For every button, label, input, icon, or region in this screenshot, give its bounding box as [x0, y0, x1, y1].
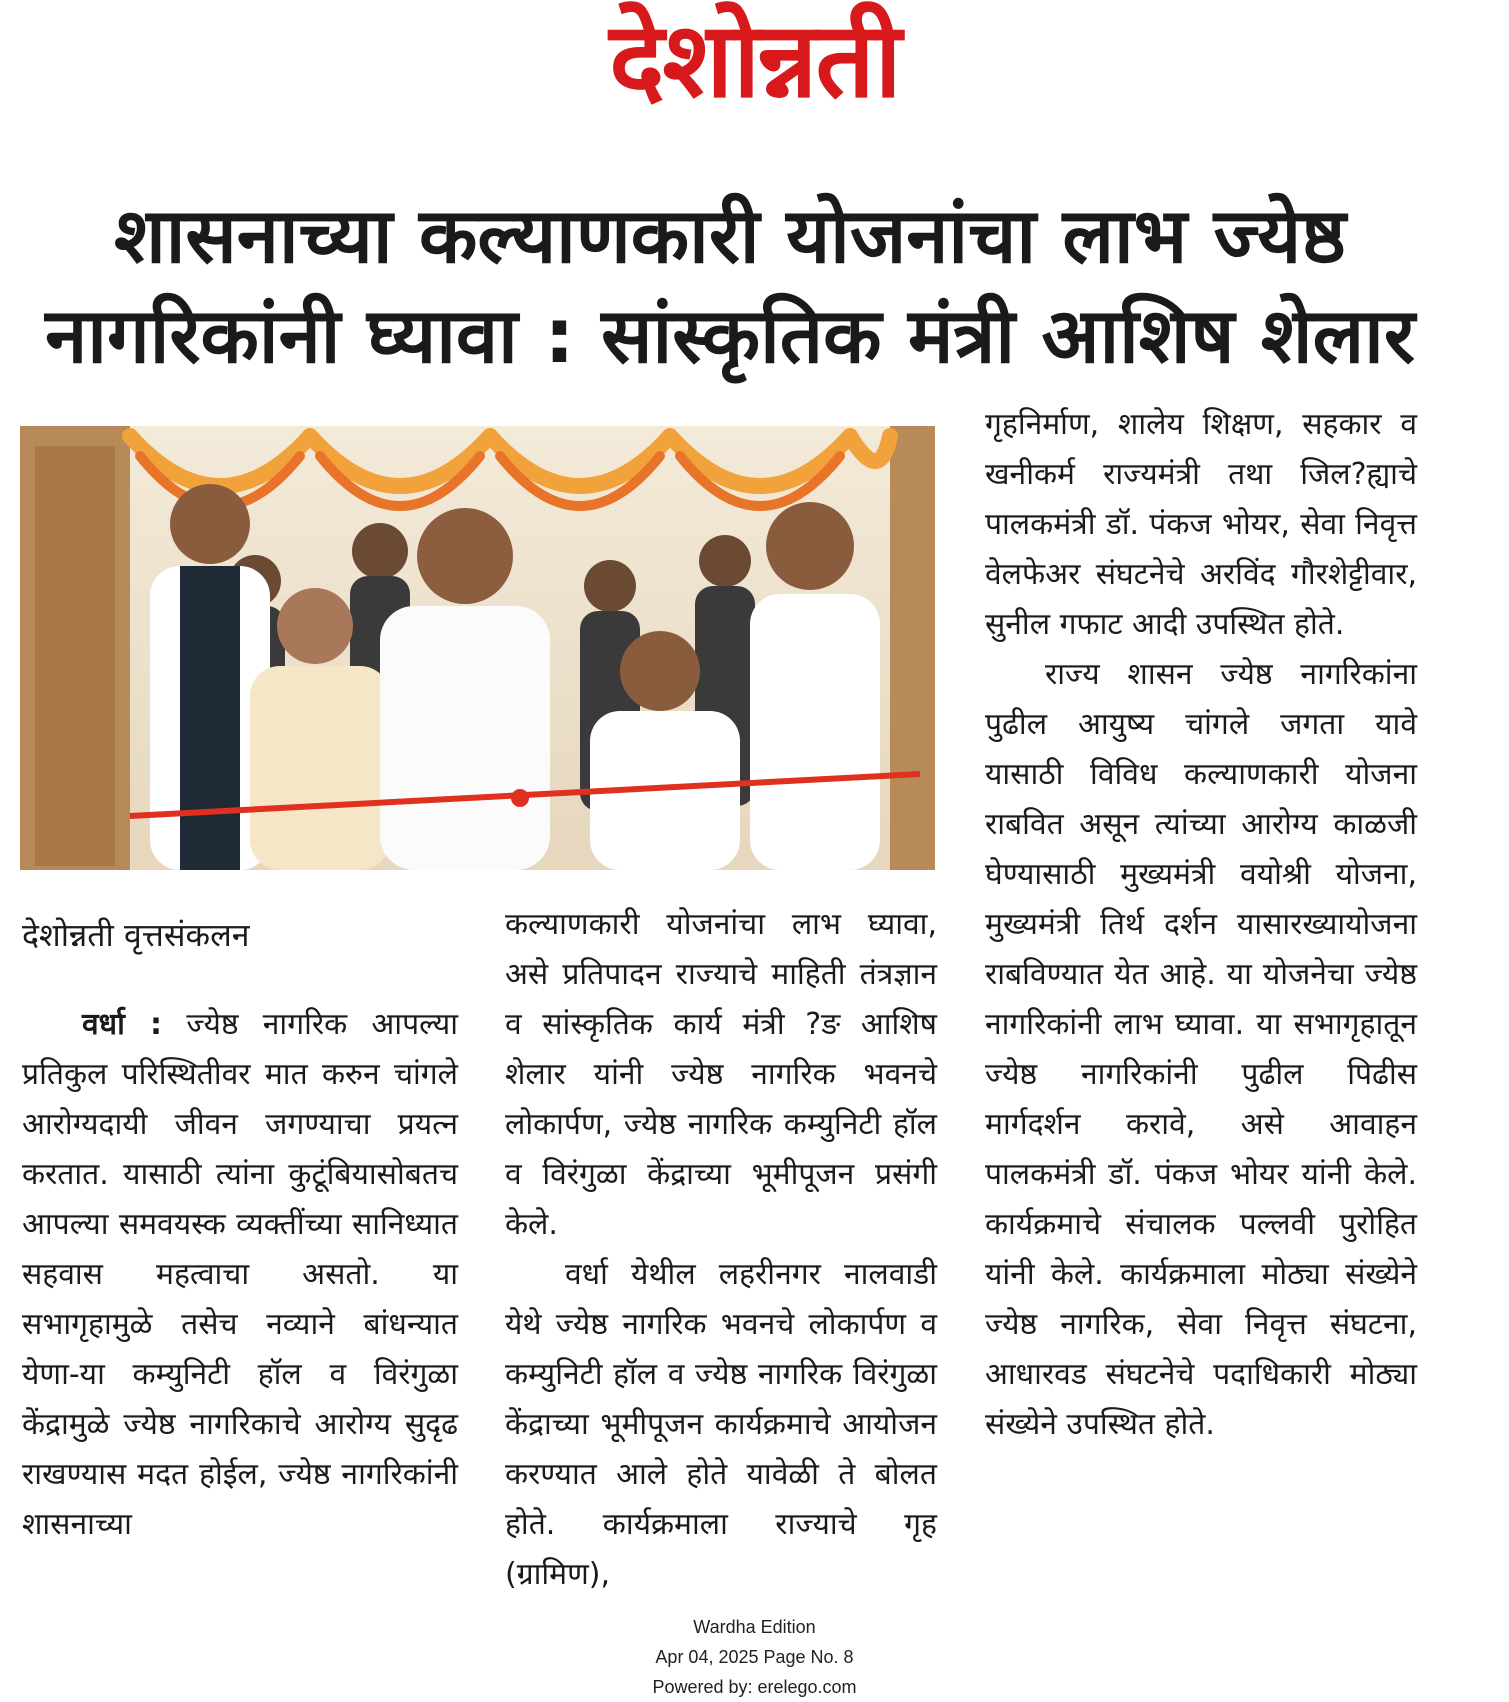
- edition-label: Wardha Edition: [693, 1617, 816, 1637]
- article-column-2: [505, 900, 937, 1600]
- column-3-paragraph-2: राज्य शासन ज्येष्ठ नागरिकांना पुढील आयुष्य चांगले जगता यावे यासाठी विविध कल्याणकारी योजना राबवित असून त्यांच्या आरोग्य काळजी घेण्यासाठी मुख्यमंत्री वयोश्री योजना, मुख्यमंत्री तिर्थ दर्शन यासारख्यायोजना राबविण्यात येत आहे. या योजनेचा ज्येष्ठ नागरिकांनी लाभ घ्यावा. या सभागृहातून ज्येष्ठ नागरिकांनी पुढील पिढीस मार्गदर्शन करावे, असे आवाहन पालकमंत्री डॉ. पंकज भोयर यांनी केले. कार्यक्रमाचे संचालक पल्लवी पुरोहित यांनी केले. कार्यक्रमाला मोठ्या संख्येने ज्येष्ठ नागरिक, सेवा निवृत्त संघटना, आधारवड संघटनेचे पदाधिकारी मोठ्या संख्येने उपस्थित होते.: [985, 657, 1417, 1442]
- page-footer: [0, 1612, 1509, 1702]
- column-1-text: ज्येष्ठ नागरिक आपल्या प्रतिकुल परिस्थितीवर मात करुन चांगले आरोग्यदायी जीवन जगण्याचा प्रयत्न करतात. यासाठी त्यांना कुटूंबियासोबतच आपल्या समवयस्क व्यक्तींच्या सानिध्यात सहवास महत्वाचा असतो. या सभागृहामुळे तसेच नव्याने बांधन्यात येणा-या कम्युनिटी हॉल व विरंगुळा केंद्रामुळे ज्येष्ठ नागरिकाचे आरोग्य सुदृढ राखण्यास मदत होईल, ज्येष्ठ नागरिकांनी शासनाच्या: [22, 1007, 458, 1542]
- column-3-paragraph-1: गृहनिर्माण, शालेय शिक्षण, सहकार व खनीकर्म राज्यमंत्री तथा जिल?ह्याचे पालकमंत्री डॉ. पंकज भोयर, सेवा निवृत्त वेलफेअर संघटनेचे अरविंद गौरशेट्टीवार, सुनील गफाट आदी उपस्थित होते.: [985, 407, 1417, 642]
- column-2-paragraph-2: वर्धा येथील लहरीनगर नालवाडी येथे ज्येष्ठ नागरिक भवनचे लोकार्पण व कम्युनिटी हॉल व ज्येष्ठ नागरिक विरंगुळा केंद्राच्या भूमीपूजन कार्यक्रमाचे आयोजन करण्यात आले होते यावेळी ते बोलत होते. कार्यक्रमाला राज्याचे गृह (ग्रामिण),: [505, 1257, 937, 1592]
- masthead: [0, 0, 1509, 120]
- newspaper-logo: देशोन्नती: [609, 0, 900, 121]
- article-column-1: [22, 1000, 458, 1550]
- powered-by-link[interactable]: Powered by: erelego.com: [652, 1677, 857, 1697]
- article-column-3: [985, 400, 1417, 1450]
- article-headline: [40, 186, 1420, 386]
- door-frame-right: [890, 426, 935, 870]
- headline-line-1: शासनाच्या कल्याणकारी योजनांचा लाभ ज्येष्ठ: [114, 191, 1346, 280]
- column-2-paragraph-1: कल्याणकारी योजनांचा लाभ घ्यावा, असे प्रतिपादन राज्याचे माहिती तंत्रज्ञान व सांस्कृतिक कार्य मंत्री ?ङ आशिष शेलार यांनी ज्येष्ठ नागरिक भवनचे लोकार्पण, ज्येष्ठ नागरिक कम्युनिटी हॉल व विरंगुळा केंद्राच्या भूमीपूजन प्रसंगी केले.: [505, 907, 937, 1242]
- dateline: वर्धा :: [82, 1007, 163, 1042]
- date-page-label: Apr 04, 2025 Page No. 8: [655, 1647, 854, 1667]
- byline: देशोन्नती वृत्तसंकलन: [22, 916, 250, 954]
- article-photo: [20, 426, 935, 870]
- ribbon-cutting-photo: [20, 426, 935, 870]
- headline-line-2: नागरिकांनी घ्यावा : सांस्कृतिक मंत्री आशिष शेलार: [45, 291, 1415, 380]
